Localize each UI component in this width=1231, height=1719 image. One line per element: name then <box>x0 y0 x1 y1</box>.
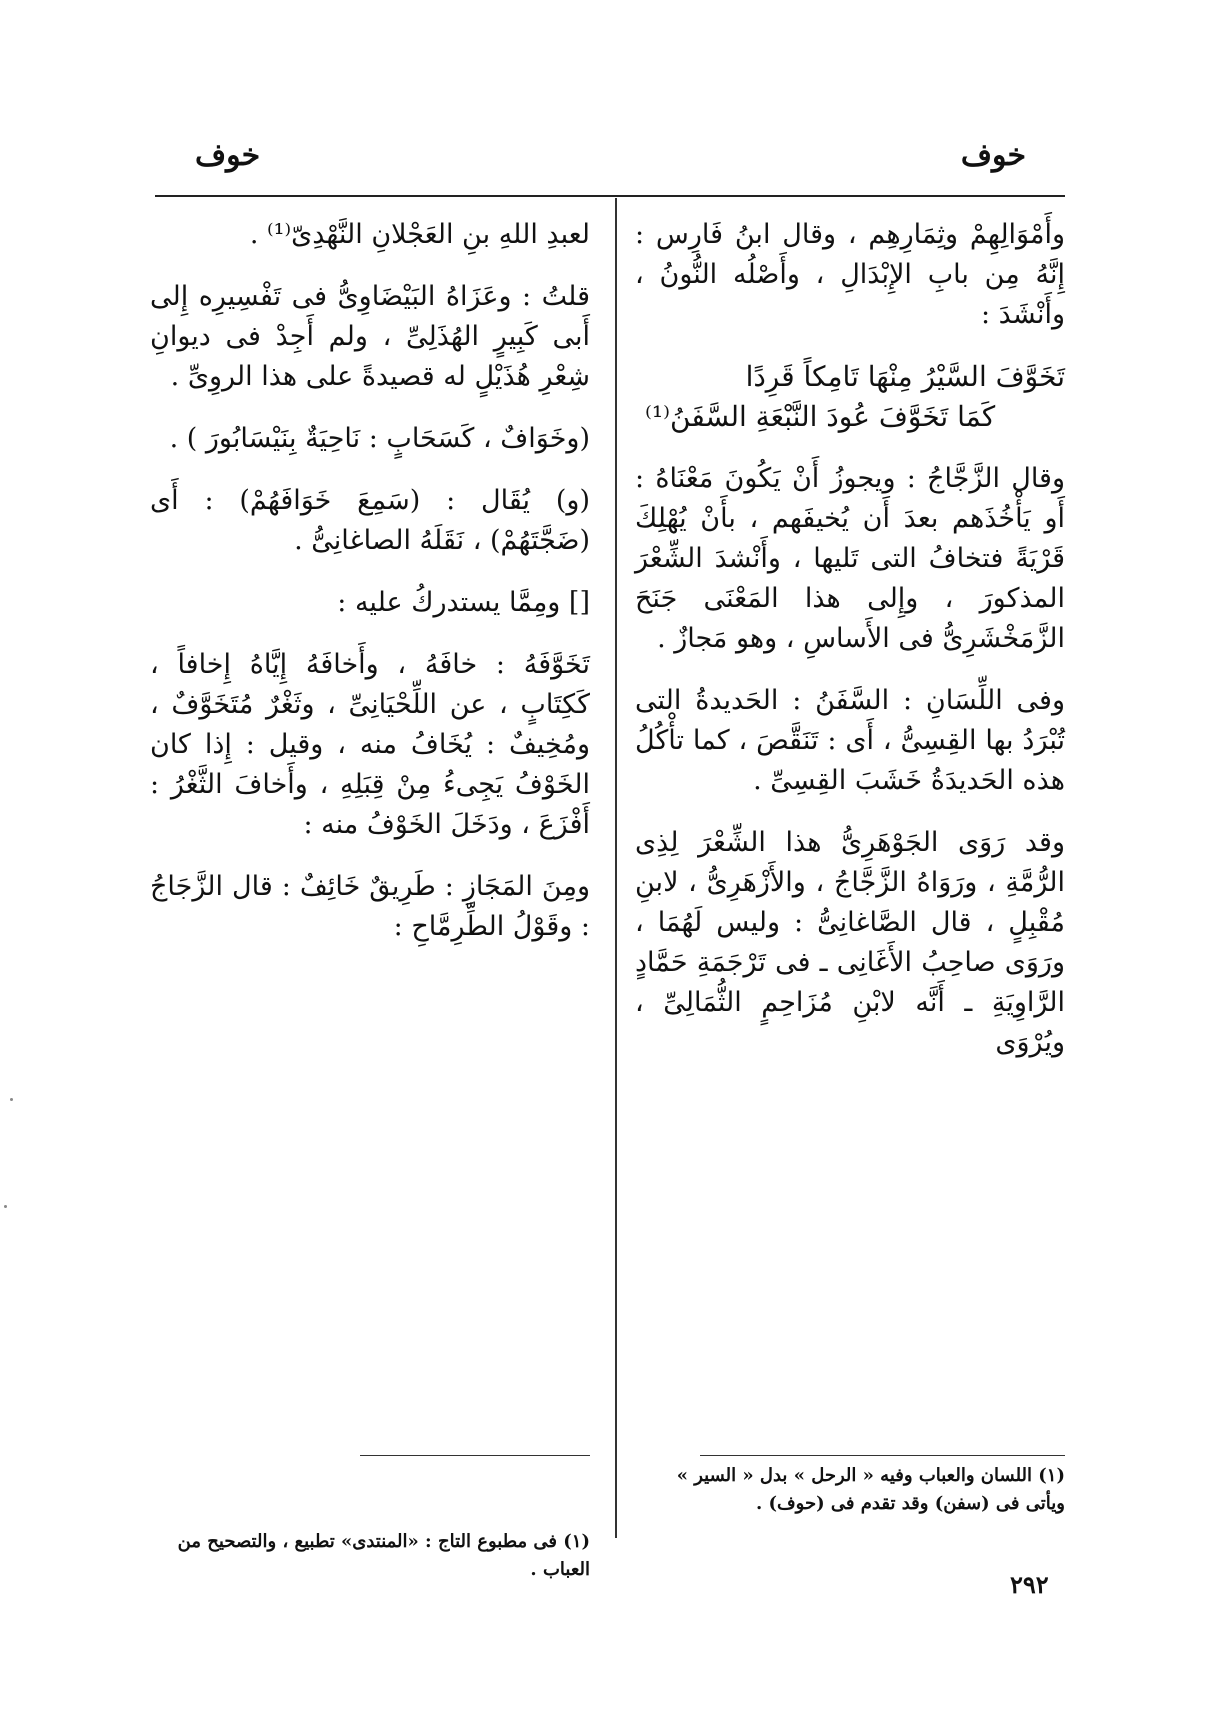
column-divider <box>615 198 617 1538</box>
left-paragraph-1: لعبدِ اللهِ بنِ العَجْلانِ النَّهْدِىّ⁽¹⁾ . <box>249 219 590 250</box>
right-paragraph-1: وأَمْوَالِهِمْ وثِمَارِهِم ، وقال ابنُ فَارِس : إِنَّهُ مِن بابِ الإِبْدَالِ ، وأَصْلُه النُّونُ ، وأَنْشَدَ : <box>635 219 1065 330</box>
left-paragraph-6: تَخَوَّفَهُ : خافَهُ ، وأَخافَهُ إِيَّاهُ إِخافاً ، كَكِتَابٍ ، عن اللِّحْيَانِىِّ ، وثَغْرٌ مُتَخَوَّفٌ ، ومُخِيفٌ : يُخَافُ منه ، وقيل : إِذا كان الخَوْفُ يَجِىءُ مِنْ قِبَلِهِ ، وأَخافَ الثَّغْرُ : أَفْزَعَ ، ودَخَلَ الخَوْفُ منه : <box>150 649 590 840</box>
right-paragraph-3: وفى اللِّسَانِ : السَّفَنُ : الحَديدةُ التى تُبْرَدُ بها القِسِىُّ ، أَى : تَنَقَّصَ ، كما تأْكُلُ هذه الحَديدَةُ خَشَبَ القِسِىِّ . <box>635 685 1065 796</box>
left-column <box>150 215 590 969</box>
running-head-left: خوف <box>195 138 261 173</box>
right-paragraph-4: وقد رَوَى الجَوْهَرِىُّ هذا الشِّعْرَ لِذِى الرُّمَّةِ ، ورَوَاهُ الزَّجَّاجُ ، والأَزْهَرِىُّ ، لابنِ مُقْبِلٍ ، قال الصَّاغانِىُّ : وليس لَهُمَا ، ورَوَى صاحِبُ الأَغَانِى ـ فى تَرْجَمَةِ حَمَّادٍ الرَّاوِيَةِ ـ أَنَّه لابْنِ مُزَاحِمٍ الثُّمَالِىِّ ، ويُرْوَى <box>635 827 1065 1058</box>
scan-speck <box>10 1098 13 1101</box>
running-head-right: خوف <box>960 138 1026 173</box>
left-paragraph-4: (و) يُقَال : (سَمِعَ خَوَافَهُمْ) : أَى (ضَجَّتَهُمْ) ، نَقَلَهُ الصاغانِىُّ . <box>150 485 590 556</box>
footnote-rule-left <box>360 1455 590 1456</box>
right-column <box>635 215 1065 1085</box>
verse-block <box>635 357 1065 437</box>
left-paragraph-7: ومِنَ المَجَازِ : طَرِيقٌ خَائِفٌ : قال الزَّجَاجُ : وقَوْلُ الطِّرِمَّاحِ : <box>150 871 590 942</box>
verse-line-1: تَخَوَّفَ السَّيْرُ مِنْهَا تَامِكاً قَرِدًا <box>745 360 1065 393</box>
left-paragraph-2: قلتُ : وعَزَاهُ البَيْضَاوِىُّ فى تَفْسِيرِه إِلى أَبى كَبِيرٍ الهُذَلِىِّ ، ولم أَجِدْ فى ديوانِ شِعْرِ هُذَيْلٍ له قصيدةً على هذا الروِىِّ . <box>150 281 590 392</box>
header-rule <box>155 195 1065 197</box>
verse-line-2: كَمَا تَخَوَّفَ عُودَ النَّبْعَةِ السَّفَنُ⁽¹⁾ <box>645 400 996 433</box>
scan-speck <box>4 1205 7 1208</box>
page-number: ٢٩٢ <box>1010 1570 1049 1599</box>
footnote-right: (١) اللسان والعباب وفيه « الرحل » بدل « السير » ويأتى فى (سفن) وقد تقدم فى (حوف) . <box>676 1465 1065 1514</box>
footnote-rule-right <box>700 1455 1065 1456</box>
left-paragraph-5: [] ومِمَّا يستدركُ عليه : <box>337 587 590 618</box>
footnote-left: (١) فى مطبوع التاج : «المنتدى» تطبيع ، والتصحيح من العباب . <box>177 1531 590 1580</box>
left-paragraph-3: (وخَوَافٌ ، كَسَحَابٍ : نَاحِيَةٌ بِنَيْسَابُورَ ) . <box>169 423 590 454</box>
right-paragraph-2: وقال الزَّجَّاجُ : ويجوزُ أَنْ يَكُونَ مَعْنَاهُ : أَو يَأْخُذَهم بعدَ أَن يُخيفَهم ، بأَنْ يُهْلِكَ قَرْيَةً فتخافُ التى تَليها ، وأَنْشدَ الشِّعْرَ المذكورَ ، وإِلى هذا المَعْنَى جَنَحَ الزَّمَخْشَرِىُّ فى الأَساسِ ، وهو مَجازٌ . <box>635 463 1065 654</box>
